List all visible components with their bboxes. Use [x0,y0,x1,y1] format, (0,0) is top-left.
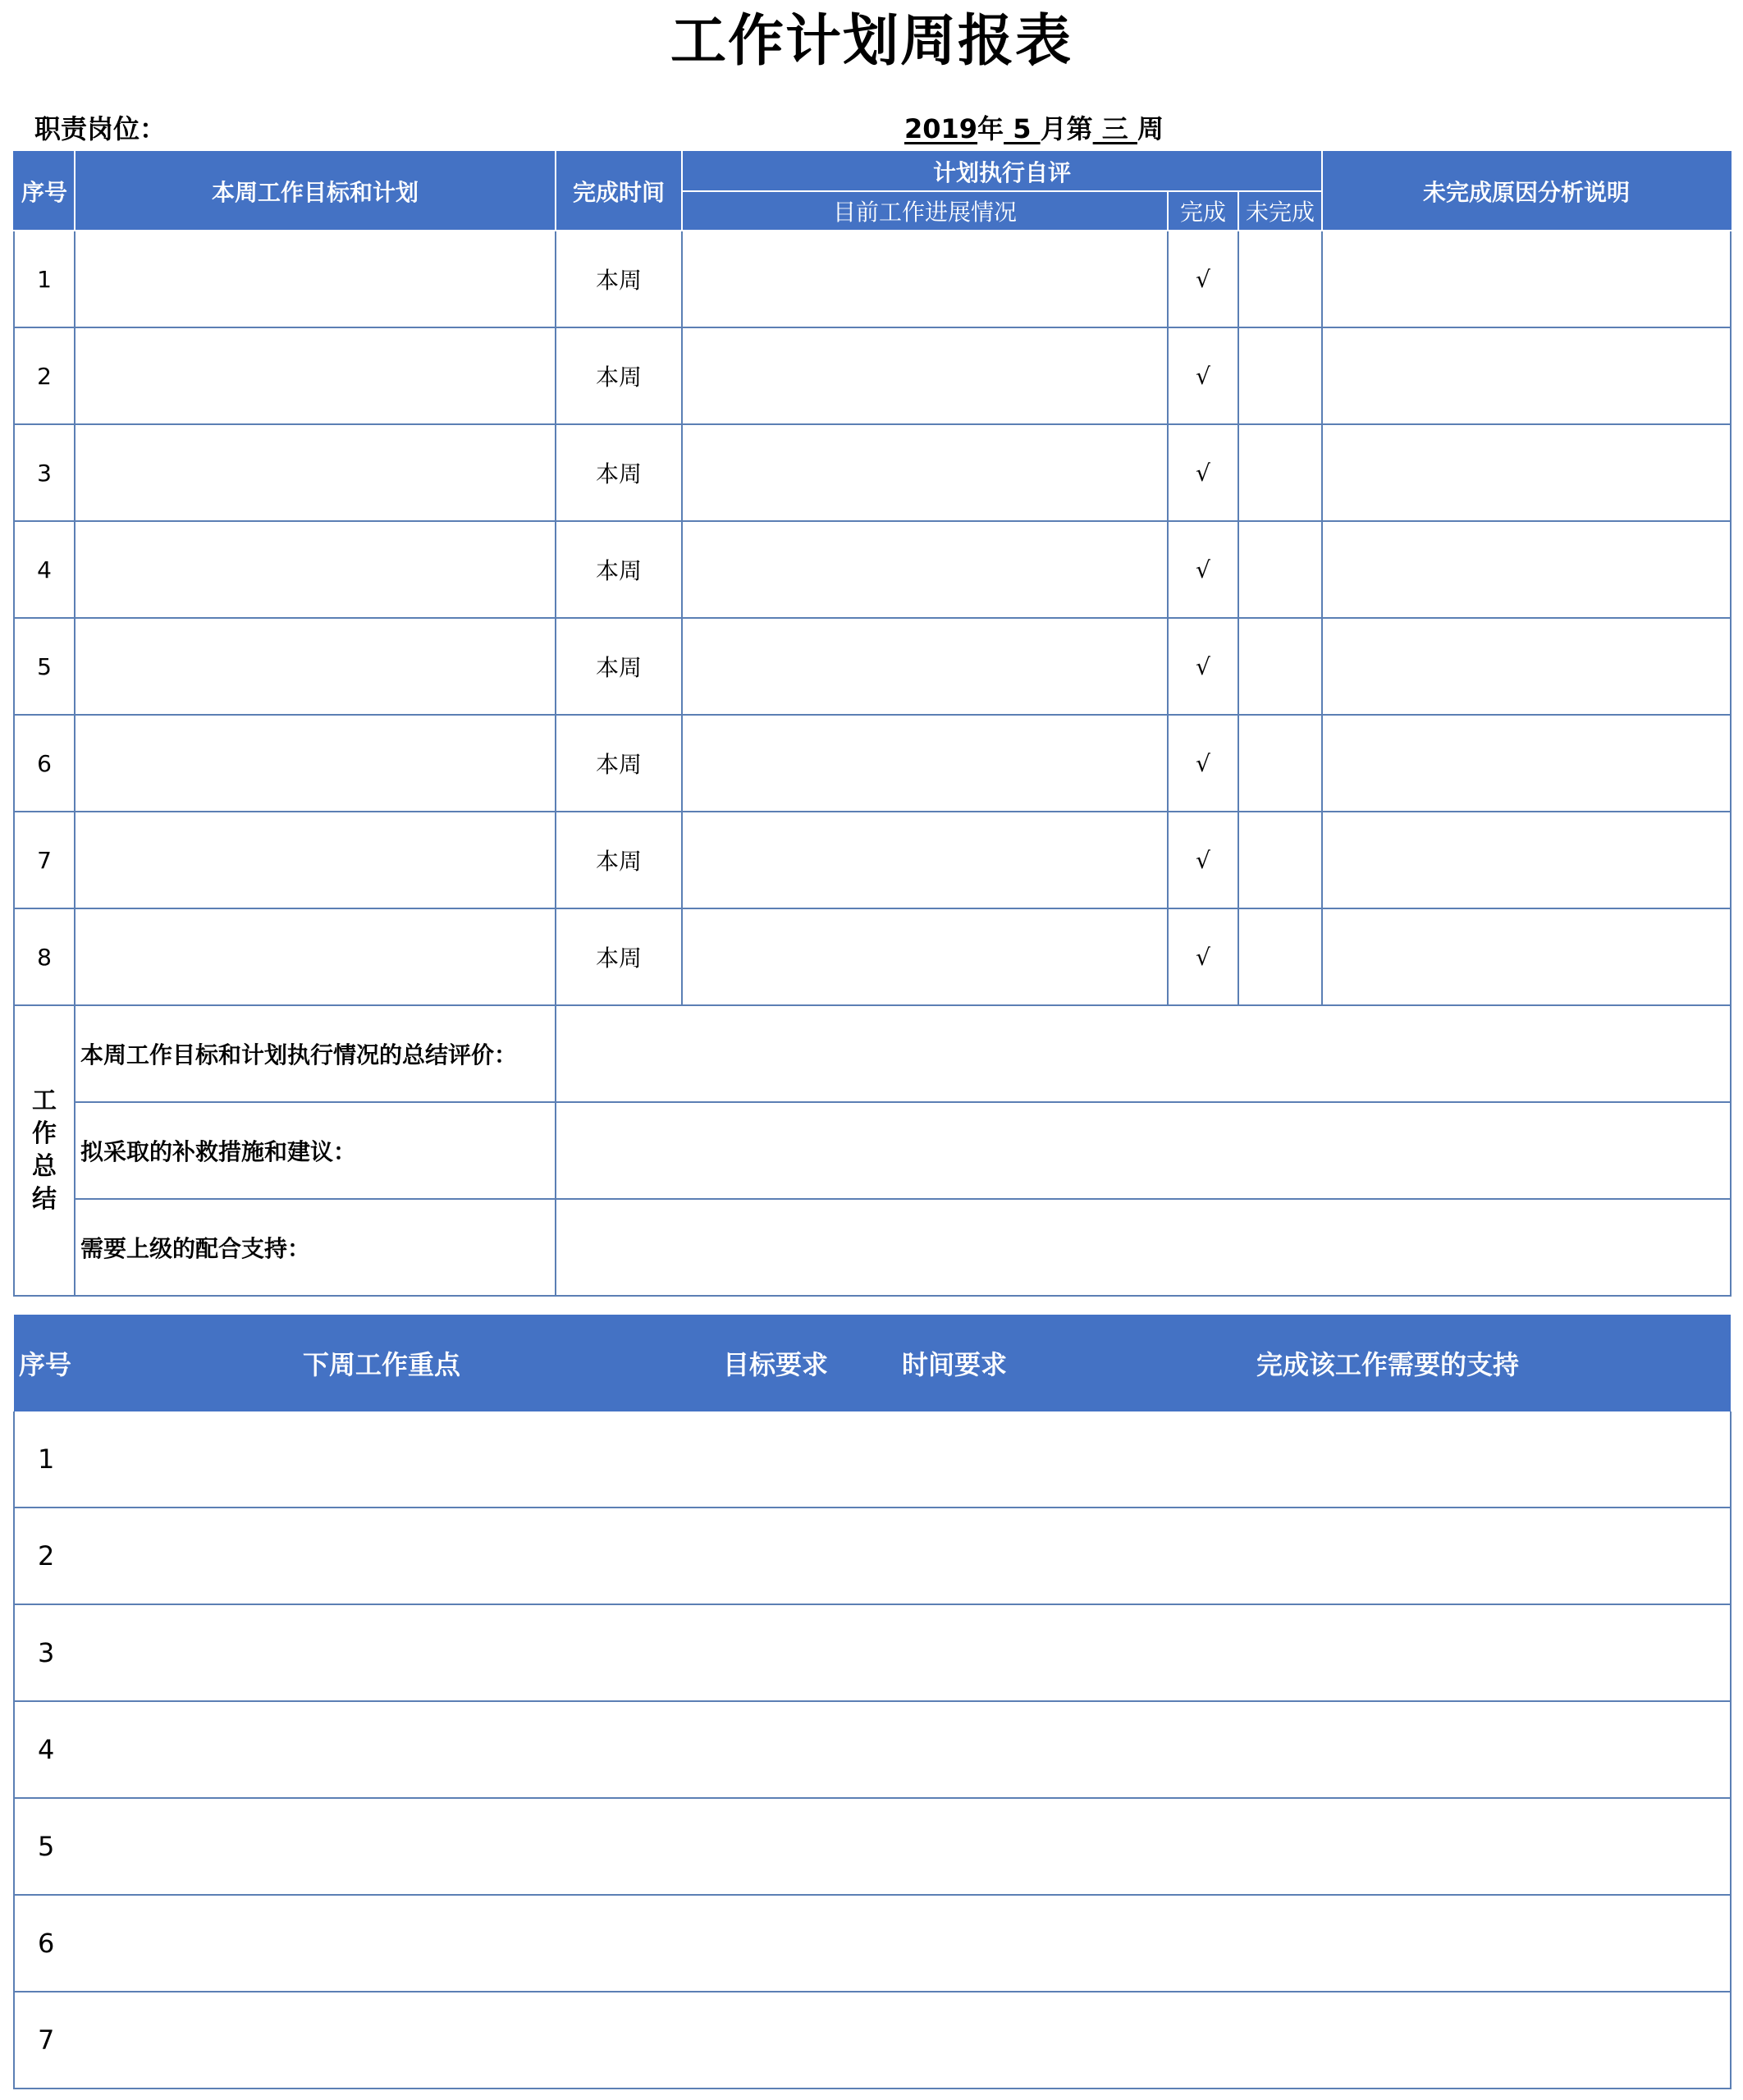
plan-row [14,618,1731,715]
summary-support-input[interactable] [556,1199,1731,1296]
header-reason: 未完成原因分析说明 [1322,152,1731,231]
next-row-index: 6 [14,1895,75,1992]
plan-row-time: 本周 [556,908,682,1005]
next-row-focus[interactable] [75,1895,687,1992]
week-line [904,110,1164,148]
next-row-time[interactable] [864,1508,1045,1604]
next-row-index: 2 [14,1508,75,1604]
week-number: 三 [1092,113,1137,144]
next-row-target[interactable] [687,1798,864,1895]
plan-row-progress[interactable] [682,715,1168,812]
plan-row [14,812,1731,908]
plan-row-not-done[interactable] [1238,812,1322,908]
plan-row-time: 本周 [556,521,682,618]
plan-row-not-done[interactable] [1238,231,1322,327]
next-row-focus[interactable] [75,1508,687,1604]
plan-row-goal[interactable] [75,812,556,908]
header-progress: 目前工作进展情况 [682,191,1168,231]
plan-row [14,908,1731,1005]
summary-side-char: 总 [32,1152,57,1181]
next-row-target[interactable] [687,1508,864,1604]
plan-row [14,231,1731,327]
week-month-suffix: 月第 [1040,113,1093,144]
summary-side-char: 工 [32,1087,57,1115]
plan-row-not-done[interactable] [1238,424,1322,521]
next-week-row [14,1701,1731,1798]
next-row-time[interactable] [864,1895,1045,1992]
header-done: 完成 [1168,191,1238,231]
next-row-target[interactable] [687,1701,864,1798]
next-row-index: 4 [14,1701,75,1798]
plan-row-time: 本周 [556,715,682,812]
plan-row-progress[interactable] [682,521,1168,618]
next-row-support[interactable] [1045,1701,1731,1798]
weekly-plan-table [13,151,1732,1297]
plan-row-index: 8 [14,908,75,1005]
plan-row-not-done[interactable] [1238,521,1322,618]
plan-row-done-check[interactable]: √ [1168,812,1238,908]
plan-row-reason[interactable] [1322,327,1731,424]
summary-evaluation-input[interactable] [556,1005,1731,1102]
next-header-support: 完成该工作需要的支持 [1045,1315,1731,1411]
summary-remedy-label: 拟采取的补救措施和建议： [75,1102,556,1199]
next-row-target[interactable] [687,1604,864,1701]
next-row-focus[interactable] [75,1604,687,1701]
next-row-index: 7 [14,1992,75,2089]
plan-row-index: 5 [14,618,75,715]
plan-row-done-check[interactable]: √ [1168,618,1238,715]
plan-row [14,327,1731,424]
plan-row-goal[interactable] [75,424,556,521]
plan-row-reason[interactable] [1322,521,1731,618]
header-not-done: 未完成 [1238,191,1322,231]
next-row-index: 5 [14,1798,75,1895]
plan-row-goal[interactable] [75,618,556,715]
plan-row-index: 3 [14,424,75,521]
plan-row-progress[interactable] [682,618,1168,715]
next-week-row [14,1895,1731,1992]
plan-row-reason[interactable] [1322,908,1731,1005]
summary-support-label: 需要上级的配合支持： [75,1199,556,1296]
next-row-time[interactable] [864,1701,1045,1798]
week-year-suffix: 年 [977,113,1004,144]
next-row-support[interactable] [1045,1992,1731,2089]
plan-row-time: 本周 [556,618,682,715]
plan-row-progress[interactable] [682,327,1168,424]
next-row-target[interactable] [687,1992,864,2089]
plan-row-done-check[interactable]: √ [1168,715,1238,812]
plan-row-index: 2 [14,327,75,424]
post-label: 职责岗位： [34,113,167,144]
plan-row-goal[interactable] [75,327,556,424]
plan-row-goal[interactable] [75,521,556,618]
next-header-time: 时间要求 [864,1315,1045,1411]
next-row-support[interactable] [1045,1798,1731,1895]
plan-row-time: 本周 [556,231,682,327]
next-row-focus[interactable] [75,1701,687,1798]
plan-row-progress[interactable] [682,908,1168,1005]
next-week-row [14,1992,1731,2089]
plan-row-reason[interactable] [1322,618,1731,715]
next-week-table [13,1315,1732,2089]
next-week-row [14,1604,1731,1701]
next-header-focus: 下周工作重点 [75,1315,687,1411]
plan-row-time: 本周 [556,812,682,908]
plan-row-done-check[interactable]: √ [1168,521,1238,618]
plan-row [14,715,1731,812]
plan-row-time: 本周 [556,424,682,521]
page-title: 工作计划周报表 [670,9,1073,74]
next-row-focus[interactable] [75,1992,687,2089]
plan-row-reason[interactable] [1322,715,1731,812]
next-week-row [14,1798,1731,1895]
summary-side-char: 作 [32,1119,57,1148]
summary-remedy-input[interactable] [556,1102,1731,1199]
week-suffix: 周 [1137,113,1164,144]
plan-row-goal[interactable] [75,231,556,327]
next-row-target[interactable] [687,1411,864,1508]
week-year: 2019 [904,113,978,144]
next-row-support[interactable] [1045,1895,1731,1992]
next-week-row [14,1508,1731,1604]
week-month: 5 [1004,113,1041,144]
plan-row-progress[interactable] [682,231,1168,327]
plan-row-index: 4 [14,521,75,618]
plan-row-reason[interactable] [1322,231,1731,327]
next-row-time[interactable] [864,1411,1045,1508]
summary-evaluation-label: 本周工作目标和计划执行情况的总结评价： [75,1005,556,1102]
plan-row-done-check[interactable]: √ [1168,908,1238,1005]
next-week-row [14,1411,1731,1508]
header-time: 完成时间 [556,152,682,231]
plan-row-done-check[interactable]: √ [1168,424,1238,521]
plan-row-not-done[interactable] [1238,908,1322,1005]
next-row-index: 1 [14,1411,75,1508]
header-goal: 本周工作目标和计划 [75,152,556,231]
header-index: 序号 [14,152,75,231]
plan-row-index: 6 [14,715,75,812]
next-row-support[interactable] [1045,1411,1731,1508]
plan-row-not-done[interactable] [1238,618,1322,715]
plan-row-progress[interactable] [682,424,1168,521]
next-row-support[interactable] [1045,1508,1731,1604]
plan-row-not-done[interactable] [1238,715,1322,812]
plan-row-not-done[interactable] [1238,327,1322,424]
plan-row-reason[interactable] [1322,424,1731,521]
summary-side-label [14,1005,75,1296]
next-header-target: 目标要求 [687,1315,864,1411]
plan-row-reason[interactable] [1322,812,1731,908]
plan-row-time: 本周 [556,327,682,424]
plan-row-goal[interactable] [75,715,556,812]
next-row-index: 3 [14,1604,75,1701]
next-row-support[interactable] [1045,1604,1731,1701]
next-row-time[interactable] [864,1798,1045,1895]
summary-side-char: 结 [32,1185,57,1214]
next-row-target[interactable] [687,1895,864,1992]
next-header-index: 序号 [14,1315,75,1411]
plan-row-progress[interactable] [682,812,1168,908]
next-row-time[interactable] [864,1992,1045,2089]
next-row-focus[interactable] [75,1798,687,1895]
plan-row-done-check[interactable]: √ [1168,231,1238,327]
plan-row [14,521,1731,618]
plan-row-index: 7 [14,812,75,908]
plan-row [14,424,1731,521]
plan-row-goal[interactable] [75,908,556,1005]
header-self-eval: 计划执行自评 [682,152,1322,191]
next-row-time[interactable] [864,1604,1045,1701]
next-row-focus[interactable] [75,1411,687,1508]
plan-row-index: 1 [14,231,75,327]
plan-row-done-check[interactable]: √ [1168,327,1238,424]
